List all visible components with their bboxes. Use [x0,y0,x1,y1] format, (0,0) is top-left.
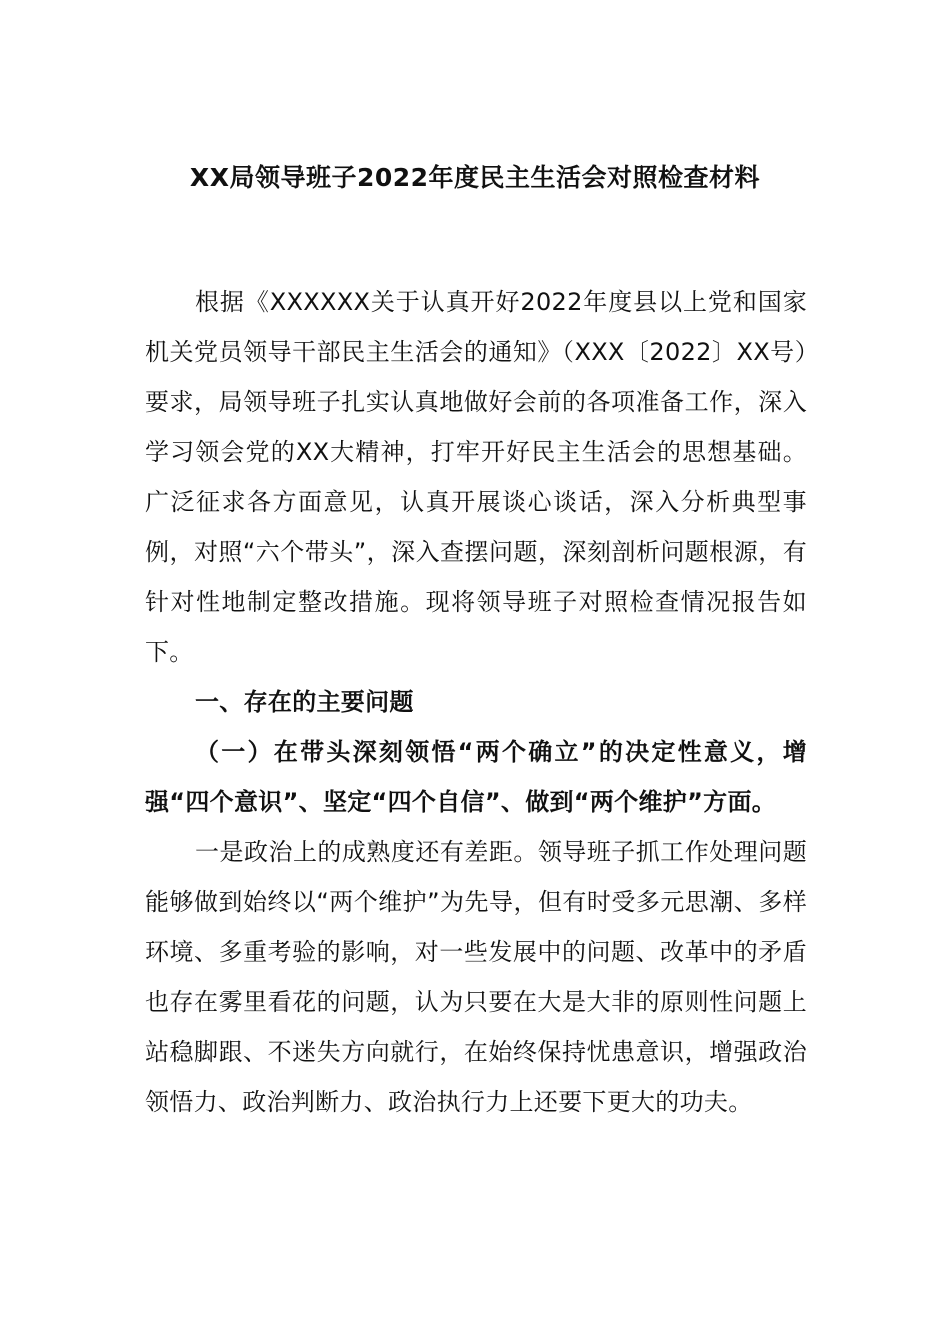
body-paragraph: 一是政治上的成熟度还有差距。领导班子抓工作处理问题能够做到始终以“两个维护”为先导，但有时受多元思潮、多样环境、多重考验的影响，对一些发展中的问题、改革中的矛盾也存在雾里看花的问题，认为只要在大是大非的原则性问题上站稳脚跟、不迷失方向就行，在始终保持忧患意识，增强政治领悟力、政治判断力、政治执行力上还要下更大的功夫。 [145,838,807,1116]
document-title: XX局领导班子2022年度民主生活会对照检查材料 [189,163,761,192]
document-body [145,277,807,1127]
section-heading: 一、存在的主要问题 [195,688,414,716]
subsection-heading: （一）在带头深刻领悟“两个确立”的决定性意义，增强“四个意识”、坚定“四个自信”、做到“两个维护”方面。 [145,738,807,816]
intro-paragraph: 根据《XXXXXX关于认真开好2022年度县以上党和国家机关党员领导干部民主生活会的通知》（XXX〔2022〕XX号）要求，局领导班子扎实认真地做好会前的各项准备工作，深入学习领会党的XX大精神，打牢开好民主生活会的思想基础。广泛征求各方面意见，认真开展谈心谈话，深入分析典型事例，对照“六个带头”，深入查摆问题，深刻剖析问题根源，有针对性地制定整改措施。现将领导班子对照检查情况报告如下。 [145,288,807,666]
